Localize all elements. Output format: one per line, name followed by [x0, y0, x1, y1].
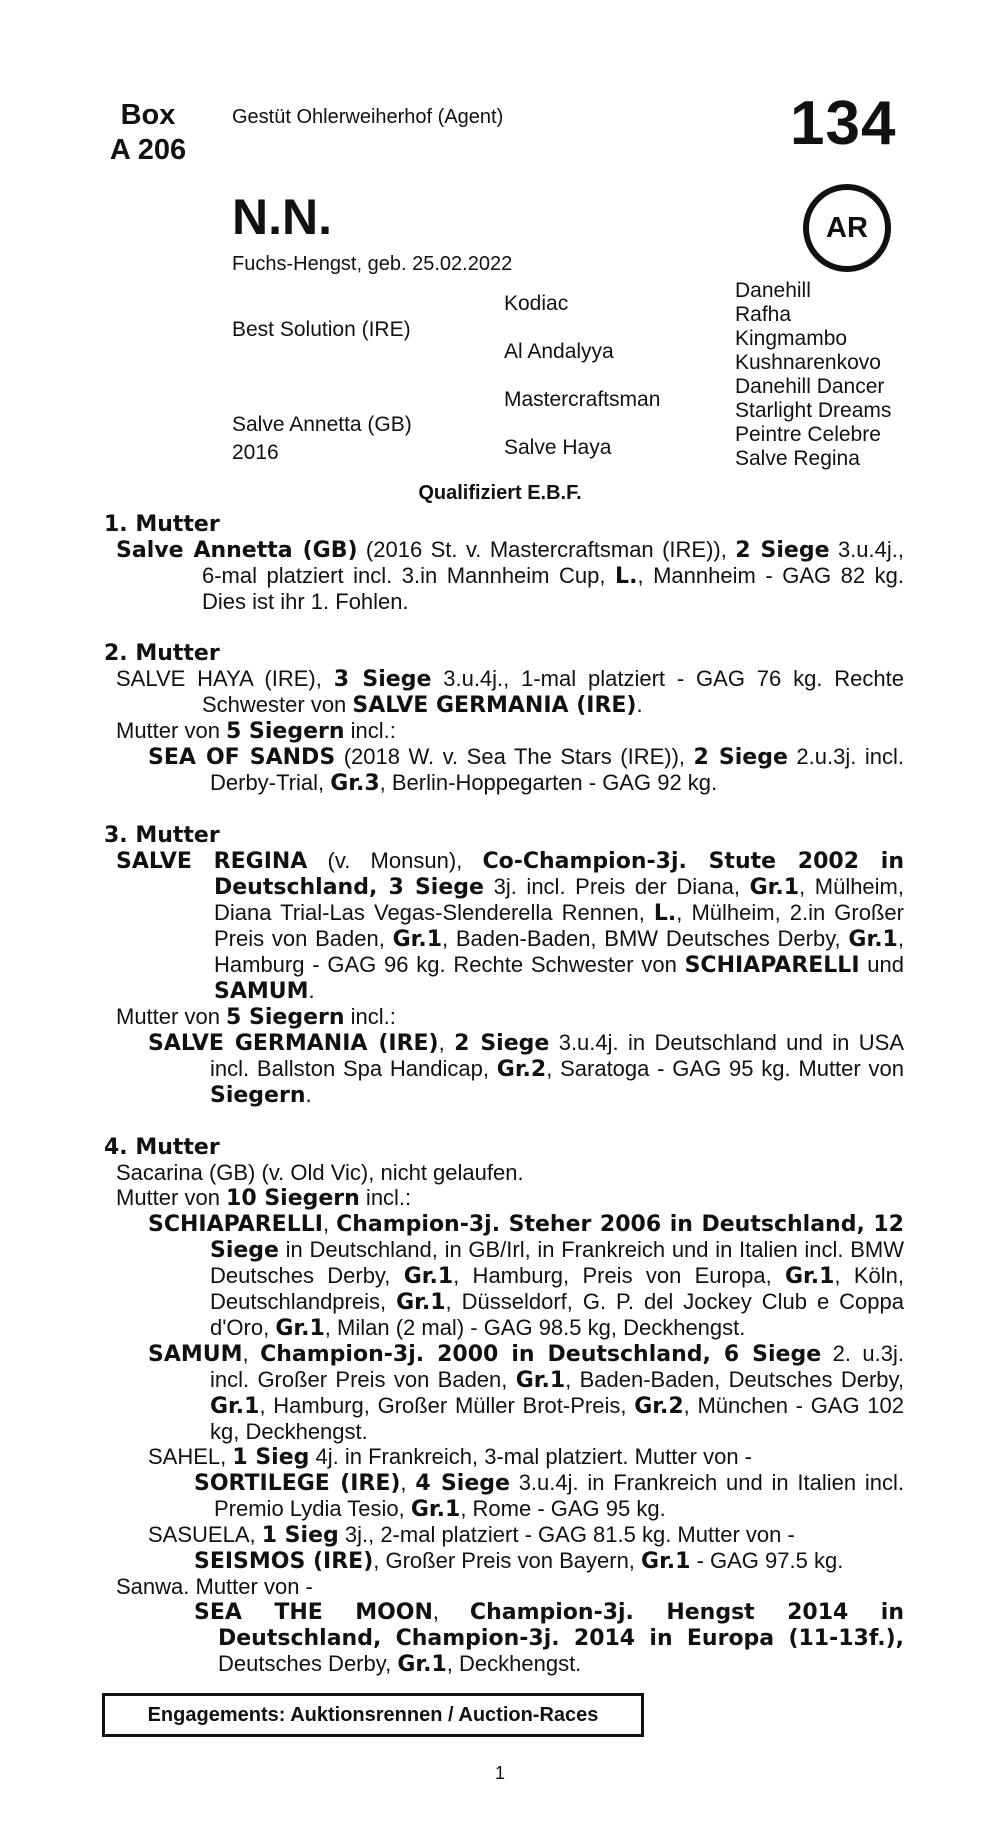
pedigree-grandparent: Al Andalyya — [504, 340, 614, 363]
horse-name: N.N. — [232, 189, 332, 245]
entry-seismos: SEISMOS (IRE), Großer Preis von Bayern, Gr.1 - GAG 97.5 kg. — [194, 1548, 844, 1574]
box-word: Box — [120, 99, 176, 131]
pedigree-grandparent: Kodiac — [504, 292, 569, 315]
dam-line — [104, 512, 904, 1677]
box-label — [103, 98, 193, 168]
pedigree-sire: Best Solution (IRE) — [232, 318, 411, 341]
pedigree-great-grandparent: Peintre Celebre — [735, 423, 881, 446]
entry-schiaparelli: SCHIAPARELLI, Champion-3j. Steher 2006 in Deutschland, 12 Siege in Deutschland, in GB/Irl, in Frankreich und in Italien incl. BMW Deutsches Derby, Gr.1, Hamburg, Preis von Europa, Gr.1, Köln, Deutschlandpreis, Gr.1, Düsseldorf, G. P. del Jockey Club e Coppa d'Oro, Gr.1, Milan (2 mal) - GAG 98.5 kg, Deckhengst. — [148, 1211, 904, 1341]
produce-summary: Mutter von 10 Siegern incl.: — [116, 1185, 412, 1211]
section-heading: 1. Mutter — [104, 512, 220, 537]
horse-description: Fuchs-Hengst, geb. 25.02.2022 — [232, 253, 513, 275]
pedigree-great-grandparents — [735, 279, 891, 471]
box-number: A 206 — [109, 134, 187, 166]
entry-first-dam: Salve Annetta (GB) (2016 St. v. Mastercraftsman (IRE)), 2 Siege 3.u.4j., 6-mal platziert incl. 3.in Mannheim Cup, L., Mannheim - GAG 82 kg. Dies ist ihr 1. Fohlen. — [116, 537, 904, 614]
page-number: 1 — [494, 1763, 505, 1783]
entry-sea-of-sands: SEA OF SANDS (2018 W. v. Sea The Stars (IRE)), 2 Siege 2.u.3j. incl. Derby-Trial, Gr.3, Berlin-Hoppegarten - GAG 92 kg. — [148, 744, 905, 796]
pedigree-great-grandparent: Kingmambo — [735, 327, 848, 350]
entry-fourth-dam: Sacarina (GB) (v. Old Vic), nicht gelaufen. — [116, 1160, 524, 1185]
pedigree-grandparent: Salve Haya — [504, 436, 612, 459]
entry-sanwa: Sanwa. Mutter von - — [116, 1574, 313, 1599]
pedigree-great-grandparent: Kushnarenkovo — [735, 351, 881, 374]
pedigree-great-grandparent: Starlight Dreams — [735, 399, 892, 422]
entry-sortilege: SORTILEGE (IRE), 4 Siege 3.u.4j. in Frankreich und in Italien incl. Premio Lydia Tesio, Gr.1, Rome - GAG 95 kg. — [194, 1470, 904, 1522]
entry-sea-the-moon: SEA THE MOON, Champion-3j. Hengst 2014 in Deutschland, Champion-3j. 2014 in Europa (11-13f.), Deutsches Derby, Gr.1, Deckhengst. — [194, 1599, 904, 1677]
lot-number: 134 — [790, 89, 897, 158]
produce-summary: Mutter von 5 Siegern incl.: — [116, 1004, 396, 1030]
entry-sasuela: SASUELA, 1 Sieg 3j., 2-mal platziert - GAG 81.5 kg. Mutter von - — [148, 1522, 795, 1548]
agent-name: Gestüt Ohlerweiherhof (Agent) — [232, 106, 504, 128]
pedigree-great-grandparent: Salve Regina — [735, 447, 860, 470]
pedigree-great-grandparent: Danehill Dancer — [735, 375, 885, 398]
entry-samum: SAMUM, Champion-3j. 2000 in Deutschland, 6 Siege 2. u.3j. incl. Großer Preis von Baden, Gr.1, Baden-Baden, Deutsches Derby, Gr.1, Hamburg, Großer Müller Brot-Preis, Gr.2, München - GAG 102 kg, Deckhengst. — [148, 1341, 905, 1444]
pedigree-dam: Salve Annetta (GB) — [232, 413, 412, 436]
produce-summary: Mutter von 5 Siegern incl.: — [116, 718, 396, 744]
entry-sahel: SAHEL, 1 Sieg 4j. in Frankreich, 3-mal platziert. Mutter von - — [148, 1444, 752, 1470]
section-heading: 3. Mutter — [104, 823, 220, 848]
section-heading: 4. Mutter — [104, 1135, 220, 1160]
pedigree-dam-year: 2016 — [232, 441, 279, 464]
entry-third-dam: SALVE REGINA (v. Monsun), Co-Champion-3j. Stute 2002 in Deutschland, 3 Siege 3j. incl. Preis der Diana, Gr.1, Mülheim, Diana Trial-Las Vegas-Slenderella Rennen, L., Mülheim, 2.in Großer Preis von Baden, Gr.1, Baden-Baden, BMW Deutsches Derby, Gr.1, Hamburg - GAG 96 kg. Rechte Schwester von SCHIAPARELLI und SAMUM. — [116, 848, 904, 1004]
pedigree-grandparent: Mastercraftsman — [504, 388, 661, 411]
section-heading: 2. Mutter — [104, 641, 220, 666]
pedigree-great-grandparent: Rafha — [735, 303, 792, 326]
engagements-box: Engagements: Auktionsrennen / Auction-Races — [102, 1693, 644, 1737]
entry-salve-germania: SALVE GERMANIA (IRE), 2 Siege 3.u.4j. in Deutschland und in USA incl. Ballston Spa Handicap, Gr.2, Saratoga - GAG 95 kg. Mutter von Siegern. — [148, 1030, 905, 1108]
qualification: Qualifiziert E.B.F. — [418, 482, 582, 504]
ar-badge: AR — [803, 184, 891, 272]
pedigree-great-grandparent: Danehill — [735, 279, 811, 302]
entry-second-dam: SALVE HAYA (IRE), 3 Siege 3.u.4j., 1-mal platziert - GAG 76 kg. Rechte Schwester von SALVE GERMANIA (IRE). — [116, 666, 904, 718]
